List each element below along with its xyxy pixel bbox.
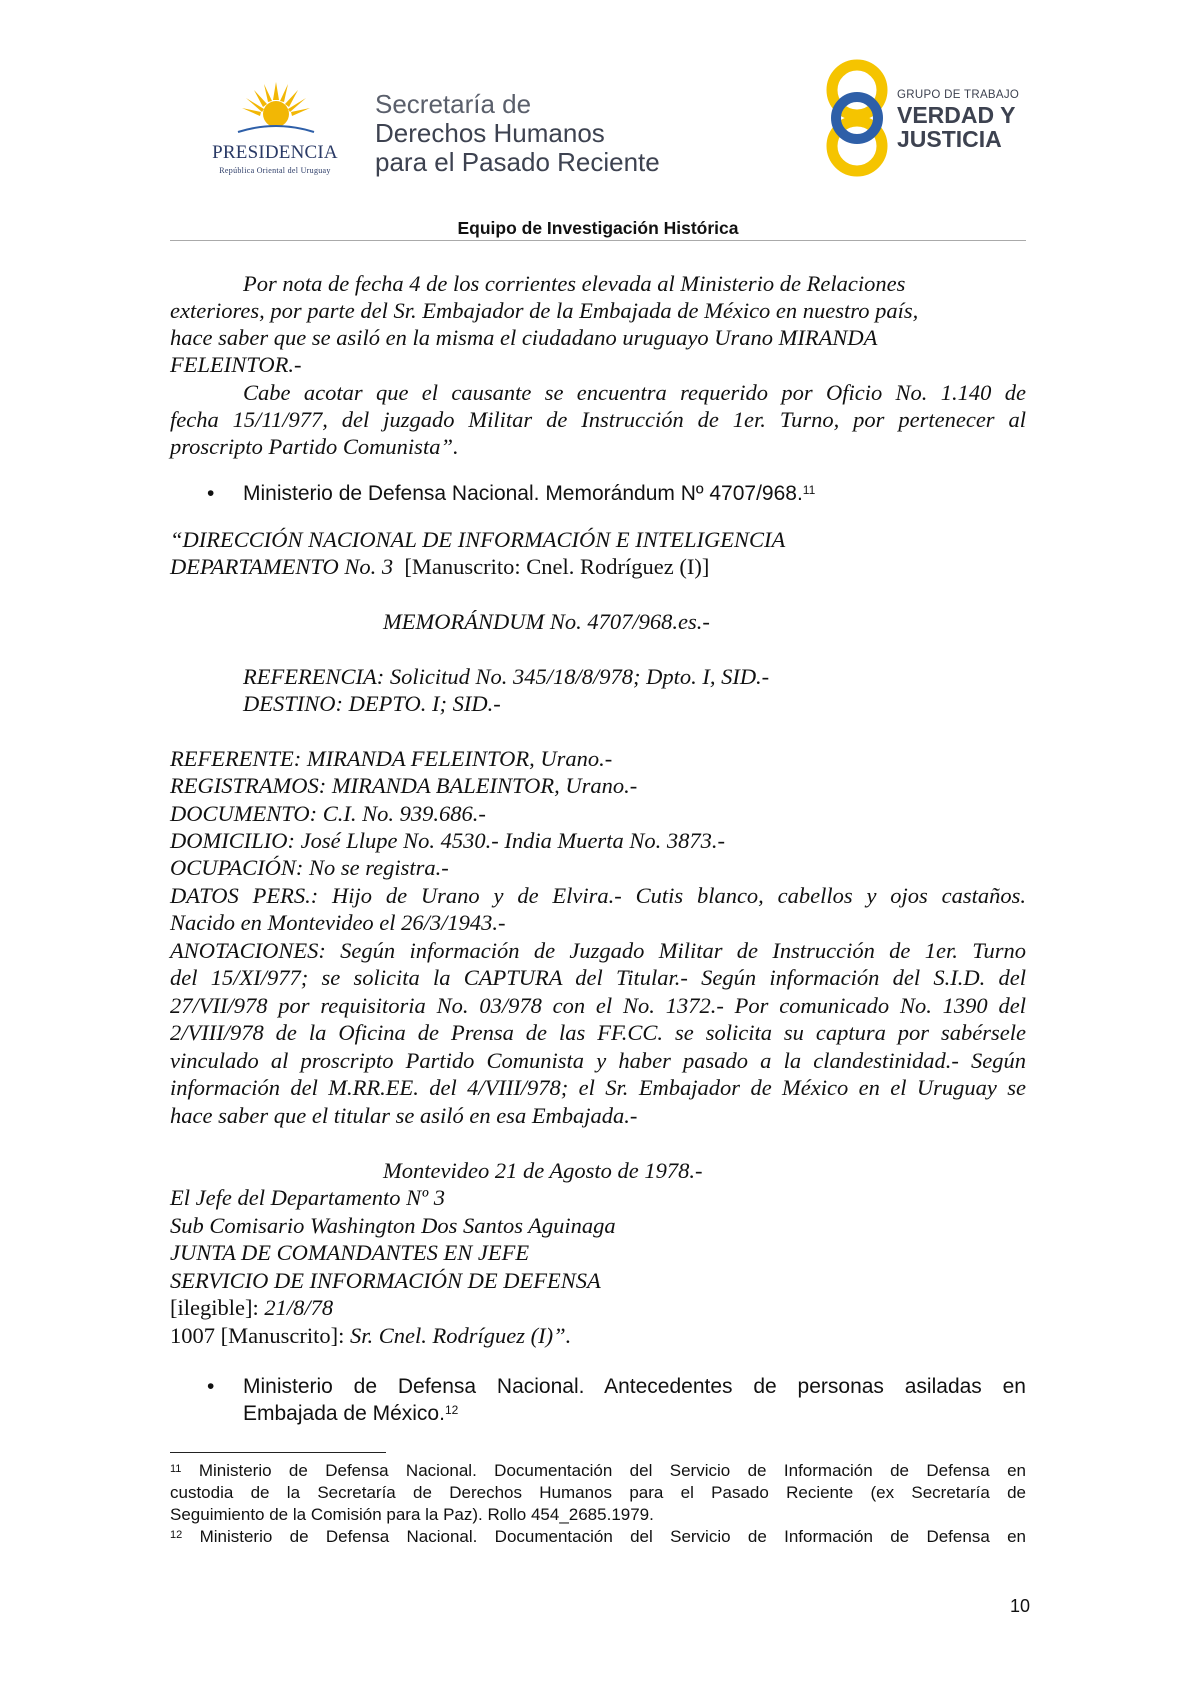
quote-line: Por nota de fecha 4 de los corrientes elevada al Ministerio de Relaciones: [243, 271, 906, 296]
footnote-ref: 12: [444, 1403, 459, 1417]
memo-datos-line: Nacido en Montevideo el 26/3/1943.-: [170, 910, 506, 935]
memo-anotaciones-line: 2/VIII/978 de la Oficina de Prensa de las FF.CC. se solicita su captura por sabérsele: [170, 1020, 1026, 1045]
memo-reference: REFERENCIA: Solicitud No. 345/18/8/978; Dpto. I, SID.-: [243, 664, 770, 689]
memo-date: Montevideo 21 de Agosto de 1978.-: [383, 1158, 703, 1183]
memo-field: DOMICILIO: José Llupe No. 4530.- India Muerta No. 3873.-: [170, 828, 725, 853]
memo-header-line: “DIRECCIÓN NACIONAL DE INFORMACIÓN E INTELIGENCIA: [170, 527, 786, 552]
verdad-justicia-logo: [822, 56, 1022, 180]
memo-anotaciones-line: 27/VII/978 por requisitoria No. 03/978 con el No. 1372.- Por comunicado No. 1390 del: [170, 993, 1026, 1018]
secretaria-line: para el Pasado Reciente: [375, 147, 660, 177]
memo-datos-line: DATOS PERS.: Hijo de Urano y de Elvira.- Cutis blanco, cabellos y ojos castaños.: [170, 883, 1026, 908]
memo-field: REFERENTE: MIRANDA FELEINTOR, Urano.-: [170, 746, 613, 771]
bullet-text: Ministerio de Defensa Nacional. Antecedentes de personas asiladas en: [243, 1375, 1026, 1398]
memo-signature-line: SERVICIO DE INFORMACIÓN DE DEFENSA: [170, 1268, 601, 1293]
justicia-label: JUSTICIA: [897, 126, 1002, 152]
footnote-line: Seguimiento de la Comisión para la Paz). Rollo 454_2685.1979.: [170, 1505, 654, 1524]
memo-signature-line: El Jefe del Departamento Nº 3: [170, 1185, 446, 1210]
bullet-icon: •: [207, 482, 215, 505]
memo-illegible-line: [ilegible]: 21/8/78: [170, 1295, 334, 1320]
memo-anotaciones-line: del 15/XI/977; se solicita la CAPTURA del Titular.- Según información del S.I.D. del: [170, 965, 1026, 990]
presidencia-name: PRESIDENCIA: [212, 142, 338, 163]
footnote-separator: [170, 1452, 386, 1453]
grupo-trabajo-label: GRUPO DE TRABAJO: [897, 89, 1020, 101]
memo-signature-line: JUNTA DE COMANDANTES EN JEFE: [170, 1240, 530, 1265]
quote-line: fecha 15/11/977, del juzgado Militar de Instrucción de 1er. Turno, por pertenecer al: [170, 407, 1026, 432]
quote-line: exteriores, por parte del Sr. Embajador de la Embajada de México en nuestro país,: [170, 298, 919, 323]
handwritten-note: [Manuscrito: Cnel. Rodríguez (I)]: [404, 554, 710, 579]
sun-emblem-icon: [236, 80, 316, 144]
memo-header-line: DEPARTAMENTO No. 3 [Manuscrito: Cnel. Rodríguez (I)]: [170, 554, 710, 579]
verdad-label: VERDAD Y: [897, 102, 1016, 128]
team-heading: Equipo de Investigación Histórica: [457, 218, 739, 238]
footnote-ref: 11: [802, 483, 816, 497]
bullet-text: Embajada de México.: [243, 1402, 445, 1425]
bullet-text: Ministerio de Defensa Nacional. Memorándum Nº 4707/968.: [243, 482, 803, 505]
secretaria-line: Secretaría de: [375, 89, 532, 119]
header-rule: [170, 240, 1026, 241]
bullet-icon: •: [207, 1375, 215, 1398]
memo-field: OCUPACIÓN: No se registra.-: [170, 855, 449, 880]
memo-anotaciones-line: ANOTACIONES: Según información de Juzgado Militar de Instrucción de 1er. Turno: [170, 938, 1026, 963]
memo-destination: DESTINO: DEPTO. I; SID.-: [243, 691, 501, 716]
footnote-11: $^{11}$ Ministerio de Defensa Nacional. Documentación del Servicio de Información de Defensa en custodia de la Secretaría de Derechos Humanos para el Pasado Reciente (ex Secretaría de Seguimiento de la Comisión para la Paz). Rollo 454_2685.1979.: [170, 1461, 1026, 1524]
footnote-number: 12: [170, 1529, 183, 1541]
memo-title: MEMORÁNDUM No. 4707/968.es.-: [383, 609, 710, 634]
presidencia-logo: [196, 80, 354, 180]
memo-anotaciones-line: vinculado al proscripto Partido Comunista y haber pasado a la clandestinidad.- Según: [170, 1048, 1026, 1073]
memo-handwritten-line: 1007 [Manuscrito]: Sr. Cnel. Rodríguez (I)”.: [170, 1323, 572, 1348]
memo-signature-line: Sub Comisario Washington Dos Santos Aguinaga: [170, 1213, 616, 1238]
presidencia-subtitle: República Oriental del Uruguay: [219, 166, 331, 175]
footnote-number: 11: [170, 1463, 182, 1475]
memo-anotaciones-line: información del M.RR.EE. del 4/VIII/978; el Sr. Embajador de México en el Uruguay se: [170, 1075, 1026, 1100]
page-number: 10: [1009, 1596, 1030, 1616]
secretaria-line: Derechos Humanos: [375, 118, 605, 148]
footnote-line: custodia de la Secretaría de Derechos Humanos para el Pasado Reciente (ex Secretaría de: [170, 1483, 1026, 1502]
quote-line: hace saber que se asiló en la misma el ciudadano uruguayo Urano MIRANDA: [170, 325, 878, 350]
memo-anotaciones-line: hace saber que el titular se asiló en esa Embajada.-: [170, 1103, 638, 1128]
memo-field: REGISTRAMOS: MIRANDA BALEINTOR, Urano.-: [170, 773, 638, 798]
quote-line: FELEINTOR.-: [170, 352, 302, 377]
memo-field: DOCUMENTO: C.I. No. 939.686.-: [170, 801, 486, 826]
quote-line: proscripto Partido Comunista”.: [170, 434, 459, 459]
footnote-12: $^{12}$ Ministerio de Defensa Nacional. Documentación del Servicio de Información de Defensa en: [170, 1527, 1026, 1546]
secretaria-logo-text: [375, 90, 660, 177]
quote-line: Cabe acotar que el causante se encuentra requerido por Oficio No. 1.140 de: [243, 380, 1026, 405]
interlocking-rings-icon: [822, 56, 892, 180]
